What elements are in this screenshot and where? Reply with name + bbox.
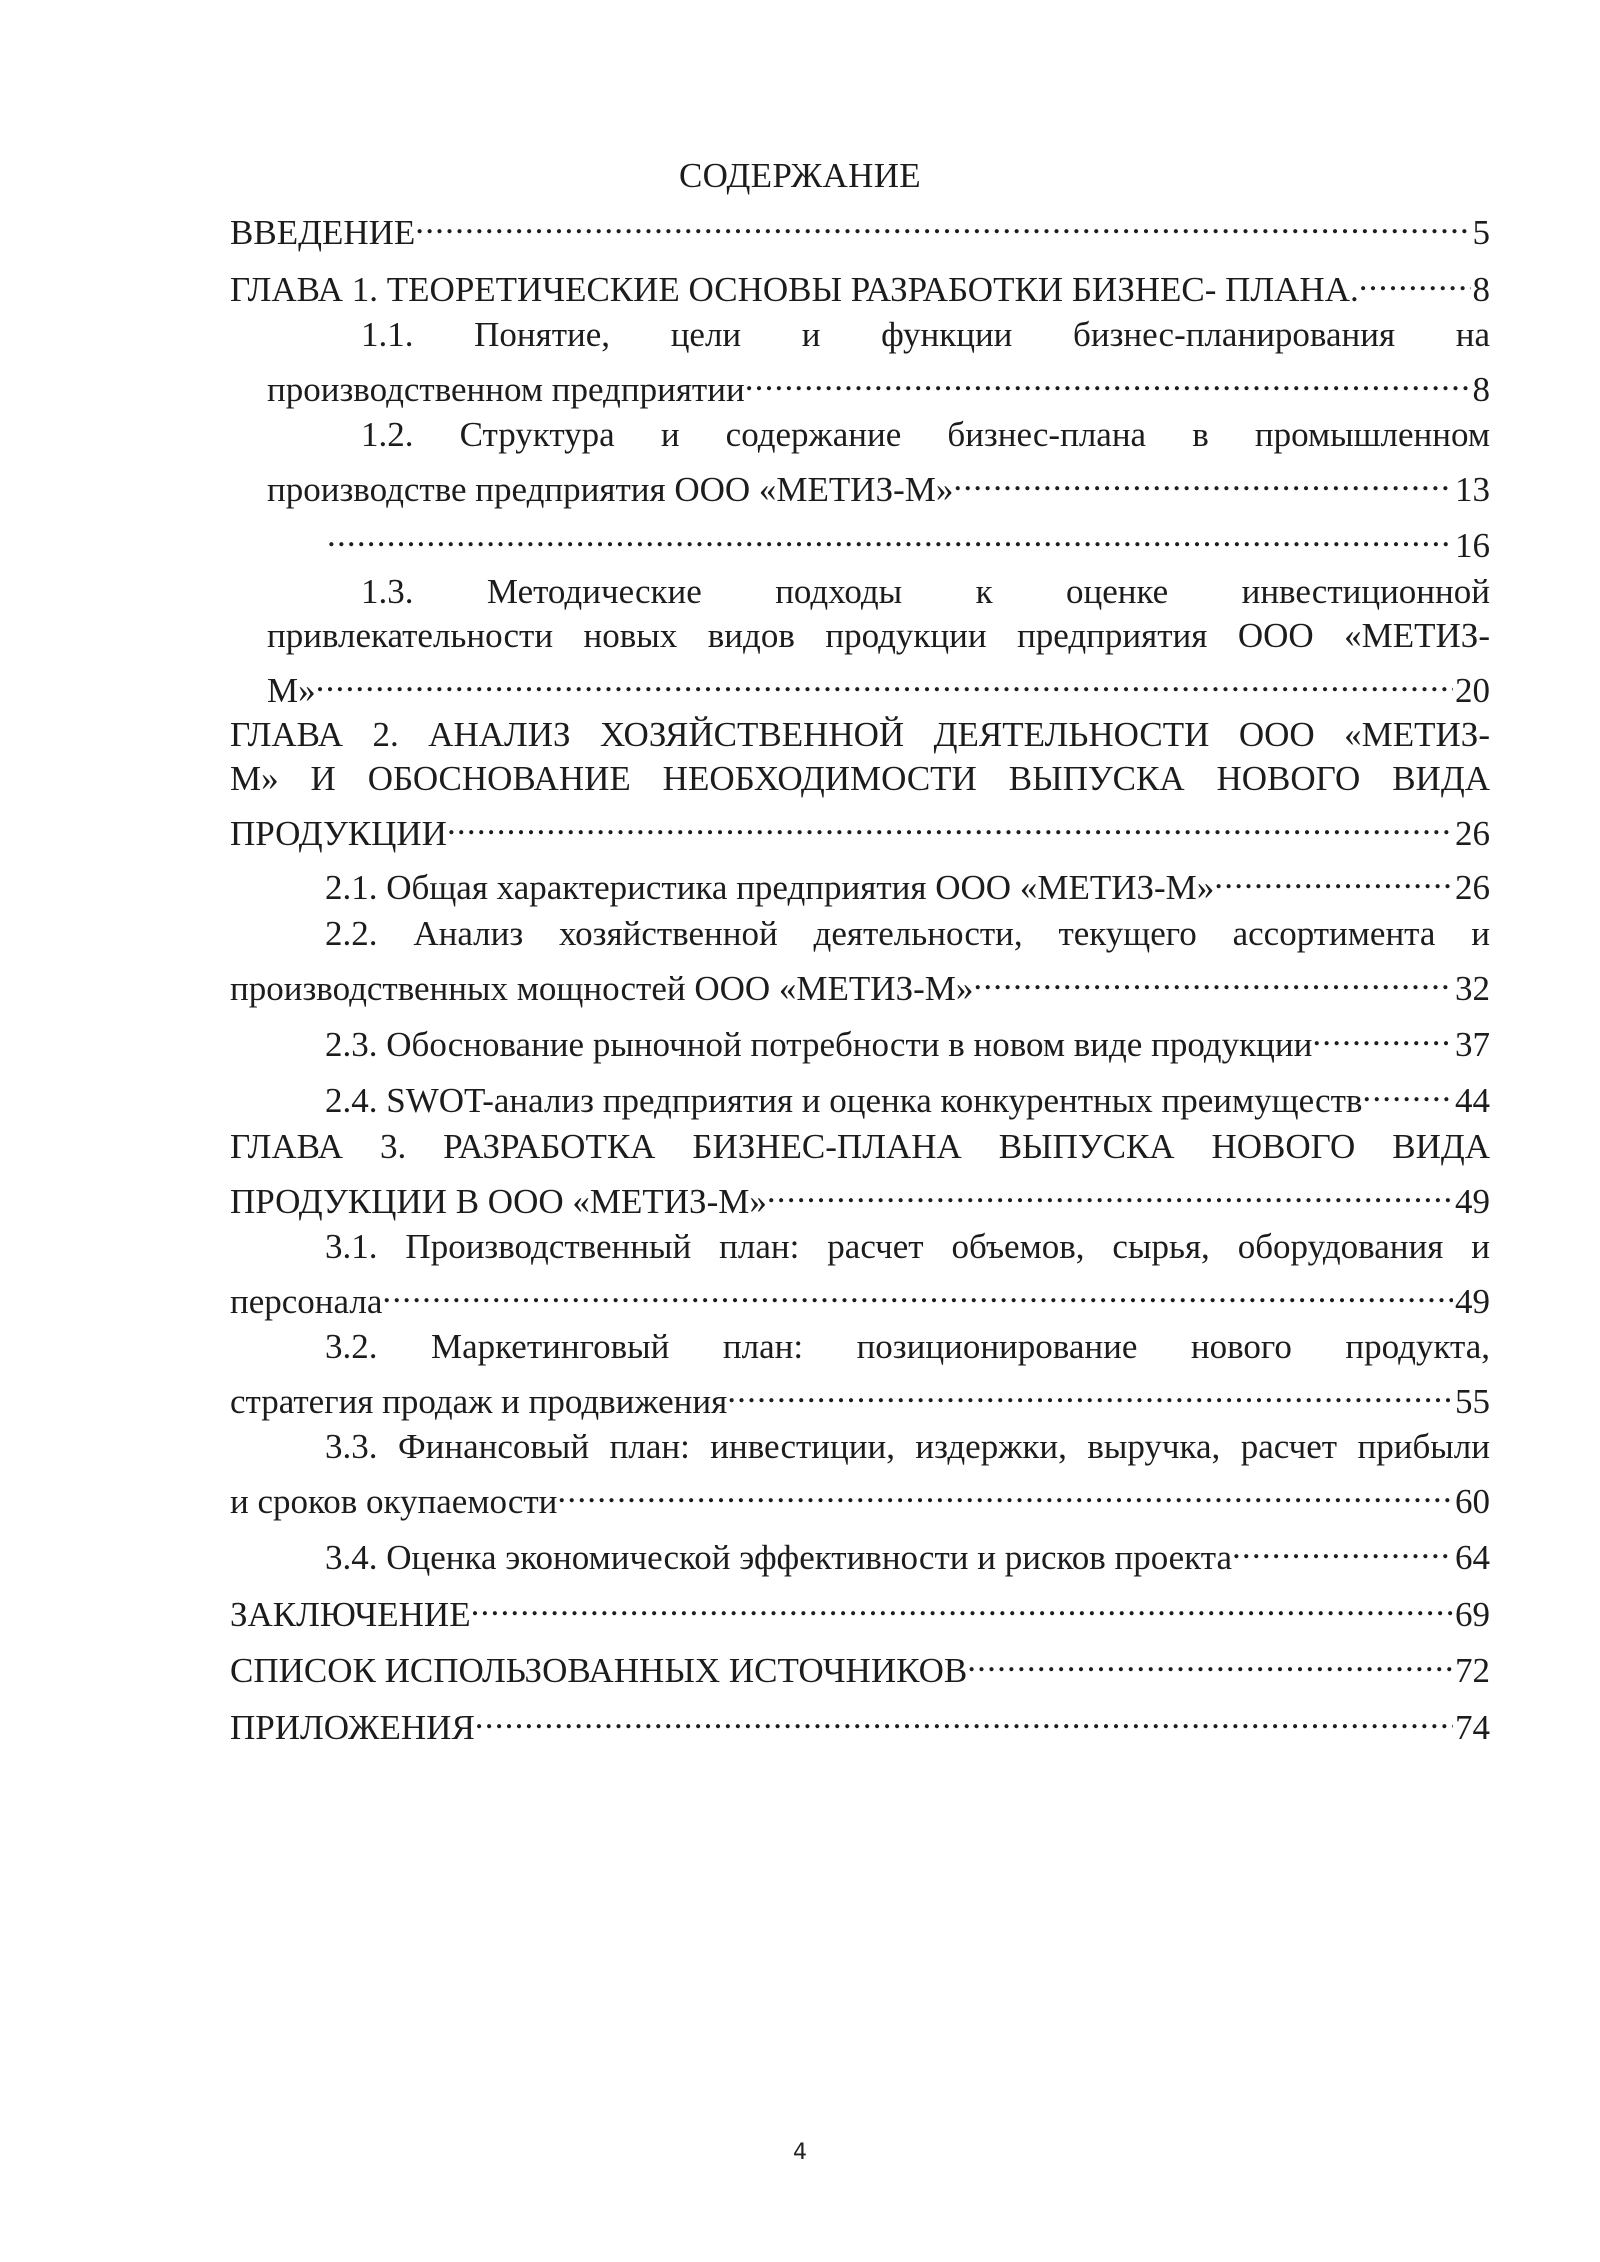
toc-entry-title: производстве предприятия ООО «МЕТИЗ-М» bbox=[267, 470, 954, 509]
toc-page-number: 26 bbox=[1455, 868, 1490, 907]
toc-entry-text-line: 3.2. Маркетинговый план: позиционирование нового продукта, bbox=[325, 1327, 1490, 1366]
toc-entry-title: персонала bbox=[230, 1282, 383, 1321]
dot-leader bbox=[382, 1269, 1453, 1313]
toc-entry-text-line: М» И ОБОСНОВАНИЕ НЕОБХОДИМОСТИ ВЫПУСКА НОВОГО ВИДА bbox=[230, 759, 1490, 798]
toc-page-number: 8 bbox=[1472, 270, 1490, 309]
toc-page-number: 16 bbox=[1455, 526, 1490, 565]
toc-entry-leader-line bbox=[325, 1012, 1490, 1064]
toc-page-number: 74 bbox=[1455, 1708, 1490, 1747]
page-number: 4 bbox=[793, 2140, 807, 2165]
toc-entry-text-line: привлекательности новых видов продукции предприятия ООО «МЕТИЗ- bbox=[267, 616, 1490, 655]
toc-entry-title: стратегия продаж и продвижения bbox=[230, 1382, 728, 1421]
dot-leader bbox=[557, 1469, 1453, 1513]
toc-page-number: 49 bbox=[1455, 1282, 1490, 1321]
toc-entry-leader-line bbox=[267, 457, 1490, 509]
dot-leader bbox=[1359, 257, 1471, 301]
toc-page-number: 32 bbox=[1455, 969, 1490, 1008]
toc-page-number: 8 bbox=[1472, 370, 1490, 409]
toc-entry-leader-line bbox=[230, 956, 1490, 1008]
toc-entry-title: 2.1. Общая характеристика предприятия ООО «МЕТИЗ-М» bbox=[325, 868, 1215, 907]
toc-entry-title: ГЛАВА 1. ТЕОРЕТИЧЕСКИЕ ОСНОВЫ РАЗРАБОТКИ БИЗНЕС- ПЛАНА. bbox=[230, 270, 1359, 309]
dot-leader bbox=[727, 1369, 1453, 1413]
toc-page-number: 44 bbox=[1455, 1081, 1490, 1120]
toc-page-number: 5 bbox=[1472, 213, 1490, 252]
dot-leader bbox=[767, 1169, 1453, 1213]
toc-entry-text-line: 2.2. Анализ хозяйственной деятельности, текущего ассортимента и bbox=[325, 914, 1490, 953]
toc-entry-title: производственном предприятии bbox=[267, 370, 745, 409]
dot-leader bbox=[1232, 1525, 1453, 1569]
toc-page-number: 72 bbox=[1455, 1651, 1490, 1690]
toc-entry-leader-line bbox=[230, 1582, 1490, 1634]
toc-title: СОДЕРЖАНИЕ bbox=[679, 156, 921, 195]
dot-leader bbox=[475, 1695, 1453, 1739]
dot-leader bbox=[953, 457, 1453, 501]
toc-entry-title: 3.4. Оценка экономической эффективности и рисков проекта bbox=[325, 1538, 1232, 1577]
toc-entry-title: ПРОДУКЦИИ В ООО «МЕТИЗ-М» bbox=[230, 1182, 767, 1221]
dot-leader bbox=[745, 357, 1471, 401]
toc-entry-text-line: ГЛАВА 2. АНАЛИЗ ХОЗЯЙСТВЕННОЙ ДЕЯТЕЛЬНОСТИ ООО «МЕТИЗ- bbox=[230, 715, 1490, 754]
dot-leader bbox=[967, 1638, 1453, 1682]
dot-leader bbox=[471, 1582, 1453, 1626]
toc-page-number: 20 bbox=[1455, 671, 1490, 710]
toc-entry-text-line: 3.3. Финансовый план: инвестиции, издержки, выручка, расчет прибыли bbox=[325, 1427, 1490, 1466]
toc-entry-title: 2.3. Обоснование рыночной потребности в новом виде продукции bbox=[325, 1025, 1313, 1064]
dot-leader bbox=[973, 956, 1453, 1000]
toc-entry-leader-line bbox=[267, 357, 1490, 409]
toc-page-number: 37 bbox=[1455, 1025, 1490, 1064]
toc-entry-leader-line bbox=[230, 1169, 1490, 1221]
toc-entry-title: и сроков окупаемости bbox=[230, 1482, 558, 1521]
toc-entry-leader-line bbox=[230, 801, 1490, 853]
toc-entry-text-line: ГЛАВА 3. РАЗРАБОТКА БИЗНЕС-ПЛАНА ВЫПУСКА НОВОГО ВИДА bbox=[230, 1127, 1490, 1166]
toc-entry-leader-line bbox=[230, 1638, 1490, 1690]
toc-entry-leader-line bbox=[327, 513, 1490, 565]
toc-entry-text-line: 1.2. Структура и содержание бизнес-плана в промышленном bbox=[361, 415, 1490, 454]
toc-entry-title: 2.4. SWOT-анализ предприятия и оценка конкурентных преимуществ bbox=[325, 1081, 1363, 1120]
toc-entry-leader-line bbox=[230, 257, 1490, 309]
toc-entry-title: СПИСОК ИСПОЛЬЗОВАННЫХ ИСТОЧНИКОВ bbox=[230, 1651, 968, 1690]
toc-page-number: 13 bbox=[1455, 470, 1490, 509]
toc-entry-text-line: 3.1. Производственный план: расчет объемов, сырья, оборудования и bbox=[325, 1227, 1490, 1266]
toc-entry-leader-line bbox=[267, 658, 1490, 710]
dot-leader bbox=[1312, 1012, 1453, 1056]
toc-entry-leader-line bbox=[325, 1525, 1490, 1577]
toc-entry-leader-line bbox=[325, 1068, 1490, 1120]
toc-page-number: 49 bbox=[1455, 1182, 1490, 1221]
toc-entry-leader-line bbox=[230, 200, 1490, 252]
toc-page-number: 60 bbox=[1455, 1482, 1490, 1521]
toc-entry-title: М» bbox=[267, 671, 316, 710]
toc-page-number: 69 bbox=[1455, 1595, 1490, 1634]
toc-entry-leader-line bbox=[230, 1469, 1490, 1521]
toc-page-number: 55 bbox=[1455, 1382, 1490, 1421]
toc-entry-text-line: 1.1. Понятие, цели и функции бизнес-планирования на bbox=[361, 315, 1490, 354]
toc-entry-leader-line bbox=[230, 1695, 1490, 1747]
dot-leader bbox=[447, 801, 1453, 845]
toc-entry-leader-line bbox=[230, 1369, 1490, 1421]
toc-entry-title: ВВЕДЕНИЕ bbox=[230, 213, 416, 252]
toc-page-number: 26 bbox=[1455, 814, 1490, 853]
toc-entry-title: ПРОДУКЦИИ bbox=[230, 814, 447, 853]
toc-entry-title: производственных мощностей ООО «МЕТИЗ-М» bbox=[230, 969, 974, 1008]
toc-entry-title: ЗАКЛЮЧЕНИЕ bbox=[230, 1595, 471, 1634]
dot-leader bbox=[316, 658, 1453, 702]
dot-leader bbox=[1362, 1068, 1453, 1112]
dot-leader bbox=[327, 513, 1453, 557]
toc-entry-text-line: 1.3. Методические подходы к оценке инвестиционной bbox=[361, 572, 1490, 611]
toc-entry-leader-line bbox=[230, 1269, 1490, 1321]
dot-leader bbox=[415, 200, 1470, 244]
toc-entry-leader-line bbox=[325, 855, 1490, 907]
dot-leader bbox=[1214, 855, 1453, 899]
toc-entry-title: ПРИЛОЖЕНИЯ bbox=[230, 1708, 475, 1747]
toc-page-number: 64 bbox=[1455, 1538, 1490, 1577]
